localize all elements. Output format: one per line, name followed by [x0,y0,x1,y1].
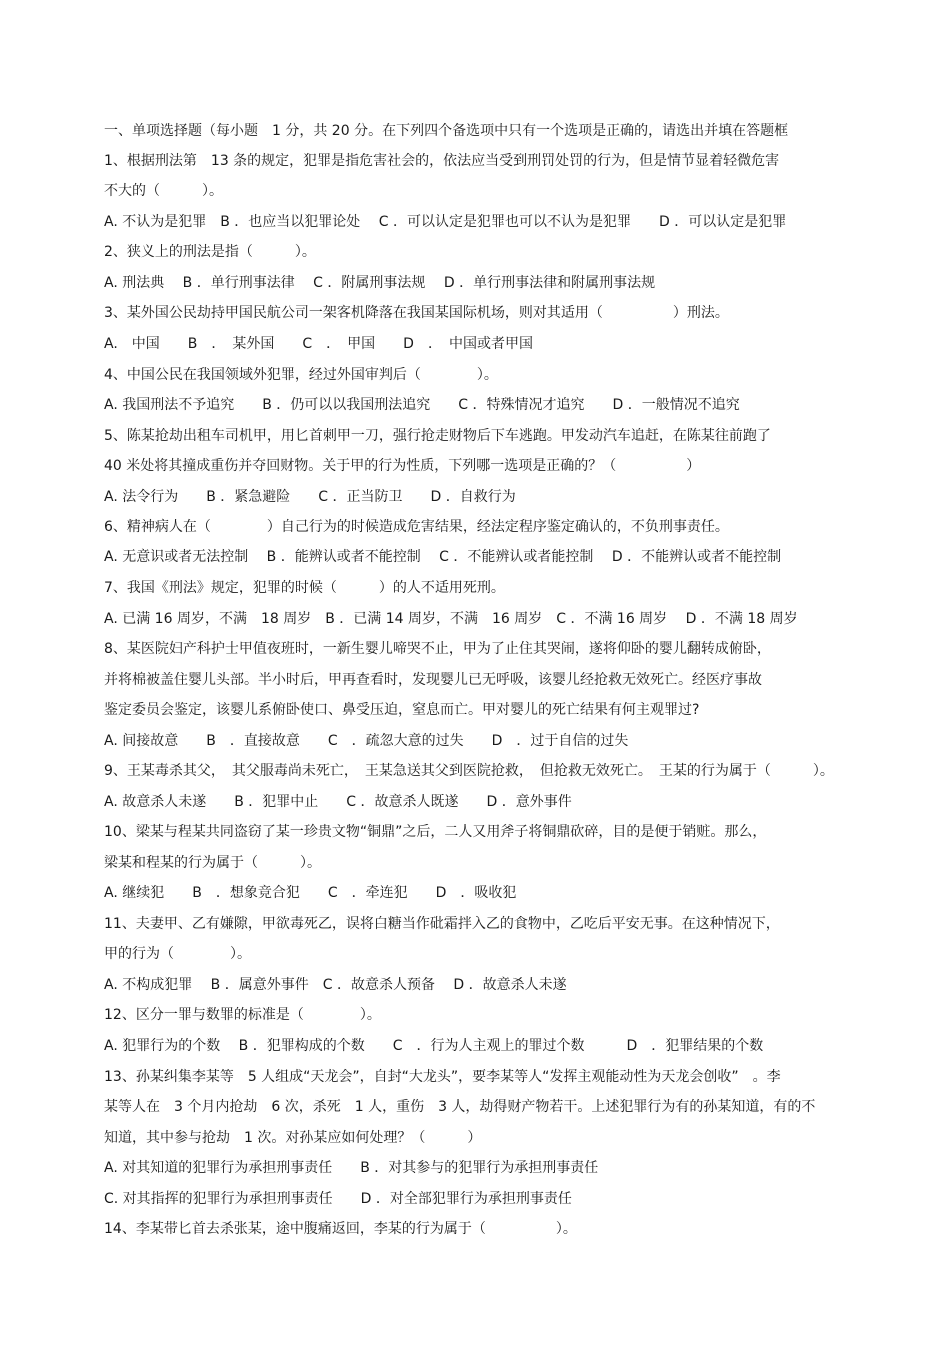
question-1-cont: 不大的（ ）。 [104,183,223,199]
question-11-options: A. 不构成犯罪 B ．属意外事件 C ．故意杀人预备 D ．故意杀人未遂 [104,977,567,993]
question-13: 13、孙某纠集李某等 5 人组成“天龙会”，自封“大龙头”，要李某等人“发挥主观能动性为天龙会创收” 。李 [104,1069,781,1085]
question-8-options: A. 间接故意 B ．直接故意 C ．疏忽大意的过失 D ．过于自信的过失 [104,733,629,749]
question-2-options: A. 刑法典 B ．单行刑事法律 C ．附属刑事法规 D ．单行刑事法律和附属刑事法规 [104,275,656,291]
question-11-cont: 甲的行为（ ）。 [104,946,251,962]
question-4-options: A. 我国刑法不予追究 B ．仍可以以我国刑法追究 C ．特殊情况才追究 D ．一般情况不追究 [104,397,740,413]
question-12: 12、区分一罪与数罪的标准是（ ）。 [104,1007,381,1023]
question-14: 14、李某带匕首去杀张某，途中腹痛返回，李某的行为属于（ ）。 [104,1221,577,1237]
question-6: 6、精神病人在（ ）自己行为的时候造成危害结果，经法定程序鉴定确认的，不负刑事责任。 [104,519,729,535]
question-3: 3、某外国公民劫持甲国民航公司一架客机降落在我国某国际机场，则对其适用（ ）刑法。 [104,305,729,321]
question-1: 1、根据刑法第 13 条的规定，犯罪是指危害社会的，依法应当受到刑罚处罚的行为，但是情节显着轻微危害 [104,153,780,169]
question-7-options: A. 已满 16 周岁，不满 18 周岁 B ．已满 14 周岁，不满 16 周岁 C ．不满 16 周岁 D ．不满 18 周岁 [104,611,798,627]
section-heading: 一、单项选择题（每小题 1 分，共 20 分。在下列四个备选项中只有一个选项是正确的，请选出并填在答题框 [104,123,789,139]
question-2: 2、狭义上的刑法是指（ ）。 [104,244,316,260]
question-5-options: A. 法令行为 B ．紧急避险 C ．正当防卫 D ．自救行为 [104,489,516,505]
question-13-cont-2: 知道，其中参与抢劫 1 次。对孙某应如何处理？（ ） [104,1130,482,1146]
question-13-options-2: C. 对其指挥的犯罪行为承担刑事责任 D ．对全部犯罪行为承担刑事责任 [104,1191,572,1207]
question-9-options: A. 故意杀人未遂 B ．犯罪中止 C ．故意杀人既遂 D ．意外事件 [104,794,572,810]
question-13-cont-1: 某等人在 3 个月内抢劫 6 次，杀死 1 人，重伤 3 人，劫得财产物若干。上述犯罪行为有的孙某知道，有的不 [104,1099,816,1115]
question-10-options: A. 继续犯 B ．想象竞合犯 C ．牵连犯 D ．吸收犯 [104,885,517,901]
question-3-options: A. 中国 B ． 某外国 C ． 甲国 D ． 中国或者甲国 [104,336,533,352]
question-13-options-1: A. 对其知道的犯罪行为承担刑事责任 B ．对其参与的犯罪行为承担刑事责任 [104,1160,599,1176]
question-9: 9、王某毒杀其父， 其父服毒尚未死亡， 王某急送其父到医院抢救， 但抢救无效死亡。 王某的行为属于（ ）。 [104,763,834,779]
question-8: 8、某医院妇产科护士甲值夜班时，一新生婴儿啼哭不止，甲为了止住其哭闹，遂将仰卧的婴儿翻转成俯卧， [104,641,771,657]
question-8-cont-1: 并将棉被盖住婴儿头部。半小时后，甲再查看时，发现婴儿已无呼吸，该婴儿经抢救无效死亡。经医疗事故 [104,672,762,688]
question-11: 11、夫妻甲、乙有嫌隙，甲欲毒死乙，误将白糖当作砒霜拌入乙的食物中，乙吃后平安无事。在这种情况下， [104,916,780,932]
question-12-options: A. 犯罪行为的个数 B ．犯罪构成的个数 C ．行为人主观上的罪过个数 D ．犯罪结果的个数 [104,1038,764,1054]
question-7: 7、我国《刑法》规定，犯罪的时候（ ）的人不适用死刑。 [104,580,505,596]
question-8-cont-2: 鉴定委员会鉴定，该婴儿系俯卧使口、鼻受压迫，窒息而亡。甲对婴儿的死亡结果有何主观罪过? [104,702,700,718]
question-6-options: A. 无意识或者无法控制 B ．能辨认或者不能控制 C ．不能辨认或者能控制 D ．不能辨认或者不能控制 [104,549,782,565]
question-5-cont: 40 米处将其撞成重伤并夺回财物。关于甲的行为性质，下列哪一选项是正确的？（ ） [104,458,701,474]
question-10: 10、梁某与程某共同盗窃了某一珍贵文物“铜鼎”之后，二人又用斧子将铜鼎砍碎，目的是便于销赃。那么， [104,824,767,840]
question-10-cont: 梁某和程某的行为属于（ ）。 [104,855,321,871]
question-1-options: A. 不认为是犯罪 B ．也应当以犯罪论处 C ．可以认定是犯罪也可以不认为是犯罪 D ．可以认定是犯罪 [104,214,787,230]
question-5: 5、陈某抢劫出租车司机甲，用匕首刺甲一刀，强行抢走财物后下车逃跑。甲发动汽车追赶，在陈某往前跑了 [104,428,771,444]
question-4: 4、中国公民在我国领域外犯罪，经过外国审判后（ ）。 [104,367,498,383]
